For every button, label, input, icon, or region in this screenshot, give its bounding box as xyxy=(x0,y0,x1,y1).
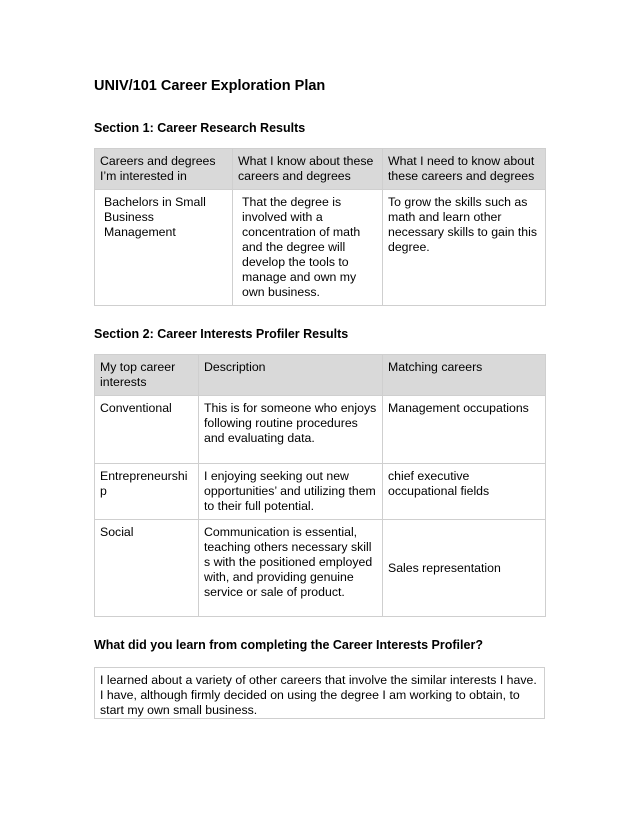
table-cell: Social xyxy=(95,520,199,617)
table-cell: Conventional xyxy=(95,396,199,464)
column-header: What I know about these careers and degrees xyxy=(233,149,383,190)
table-row xyxy=(95,520,546,617)
profiler-answer-box xyxy=(94,667,545,719)
section2-heading: Section 2: Career Interests Profiler Results xyxy=(94,327,349,341)
table-cell: To grow the skills such as math and learn other necessary skills to gain this degree. xyxy=(383,190,546,306)
table-row xyxy=(95,396,546,464)
table-row xyxy=(95,190,546,306)
table-cell: Sales representation xyxy=(383,520,546,617)
table-row xyxy=(95,464,546,520)
table-cell: I enjoying seeking out new opportunities’ and utilizing them to their full potential. xyxy=(199,464,383,520)
column-header: Careers and degrees I’m interested in xyxy=(95,149,233,190)
table-cell: chief executive occupational fields xyxy=(383,464,546,520)
interests-profiler-table xyxy=(94,354,546,617)
table-header-row xyxy=(95,355,546,396)
column-header: What I need to know about these careers and degrees xyxy=(383,149,546,190)
section1-heading: Section 1: Career Research Results xyxy=(94,121,306,135)
column-header: Description xyxy=(199,355,383,396)
column-header: My top career interests xyxy=(95,355,199,396)
profiler-answer-text: I learned about a variety of other careers that involve the similar interests I have. I have, although firmly decided on using the degree I am working to obtain, to start my own small business. xyxy=(100,673,537,717)
document-title: UNIV/101 Career Exploration Plan xyxy=(94,78,326,94)
column-header: Matching careers xyxy=(383,355,546,396)
table-header-row xyxy=(95,149,546,190)
table-cell: Management occupations xyxy=(383,396,546,464)
table-cell: Entrepreneurshi p xyxy=(95,464,199,520)
table-cell: Bachelors in Small Business Management xyxy=(95,190,233,306)
table-cell: This is for someone who enjoys following routine procedures and evaluating data. xyxy=(199,396,383,464)
career-research-table xyxy=(94,148,546,306)
section3-heading: What did you learn from completing the Career Interests Profiler? xyxy=(94,638,483,652)
table-cell: Communication is essential, teaching others necessary skill s with the positioned employed with, and providing genuine service or sale of product. xyxy=(199,520,383,617)
table-cell: That the degree is involved with a concentration of math and the degree will develop the tools to manage and own my own business. xyxy=(233,190,383,306)
